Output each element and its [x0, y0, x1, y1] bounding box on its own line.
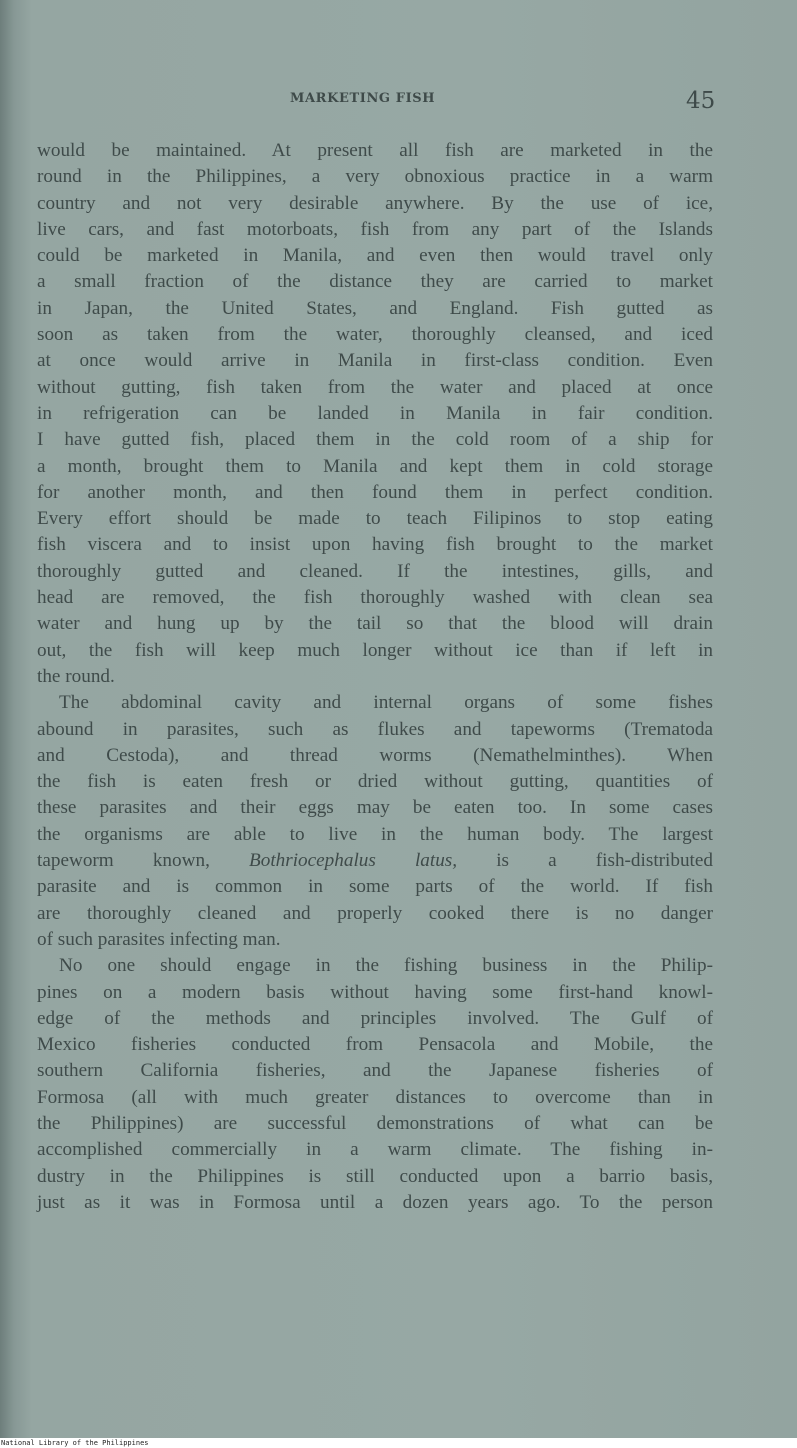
text-line: southern California fisheries, and the Japanese fisheries of [37, 1060, 713, 1082]
text-line-end: is a fish-distributed [457, 850, 713, 872]
text-line [37, 848, 713, 874]
text-line: of such parasites infecting man. [37, 928, 281, 950]
text-line: water and hung up by the tail so that the blood will drain [37, 613, 713, 635]
text-line: head are removed, the fish thoroughly washed with clean sea [37, 587, 713, 609]
text-line: the fish is eaten fresh or dried without gutting, quantities of [37, 771, 713, 793]
text-line: out, the fish will keep much longer without ice than if left in [37, 639, 713, 661]
text-line: I have gutted fish, placed them in the cold room of a ship for [37, 429, 713, 451]
text-line: could be marketed in Manila, and even then would travel only [37, 245, 713, 267]
text-line: a month, brought them to Manila and kept them in cold storage [37, 455, 713, 477]
text-line: accomplished commercially in a warm climate. The fishing in- [37, 1139, 713, 1161]
text-line: thoroughly gutted and cleaned. If the intestines, gills, and [37, 560, 713, 582]
text-line: without gutting, fish taken from the water and placed at once [37, 376, 713, 398]
text-line: just as it was in Formosa until a dozen years ago. To the person [37, 1191, 713, 1213]
running-head: MARKETING FISH [290, 91, 436, 106]
text-line: the organisms are able to live in the human body. The largest [37, 823, 713, 845]
text-line: at once would arrive in Manila in first-class condition. Even [37, 350, 713, 372]
body-text [37, 138, 713, 1216]
text-line: in Japan, the United States, and England. Fish gutted as [37, 297, 713, 319]
text-line: dustry in the Philippines is still conducted upon a barrio basis, [37, 1165, 713, 1187]
text-line: live cars, and fast motorboats, fish from any part of the Islands [37, 218, 713, 240]
text-line: a small fraction of the distance they are carried to market [37, 271, 713, 293]
library-credit: National Library of the Philippines [1, 1439, 149, 1447]
text-line: would be maintained. At present all fish are marketed in the [37, 140, 713, 161]
text-line: Every effort should be made to teach Filipinos to stop eating [37, 508, 713, 530]
text-line: fish viscera and to insist upon having fish brought to the market [37, 534, 713, 556]
text-line: soon as taken from the water, thoroughly cleansed, and iced [37, 324, 713, 346]
text-line: the round. [37, 665, 115, 687]
text-line: Mexico fisheries conducted from Pensacola and Mobile, the [37, 1034, 713, 1056]
text-line: Formosa (all with much greater distances to overcome than in [37, 1086, 713, 1108]
text-line: in refrigeration can be landed in Manila in fair condition. [37, 402, 713, 424]
text-line: country and not very desirable anywhere. By the use of ice, [37, 192, 713, 214]
text-line: and Cestoda), and thread worms (Nemathelminthes). When [37, 744, 713, 766]
page-number: 45 [686, 88, 716, 114]
text-line: these parasites and their eggs may be eaten too. In some cases [37, 797, 713, 819]
text-line: are thoroughly cleaned and properly cooked there is no danger [37, 902, 713, 924]
text-line: No one should engage in the fishing business in the Philip- [59, 955, 713, 977]
text-line: round in the Philippines, a very obnoxious practice in a warm [37, 166, 713, 188]
species-name: Bothriocephalus latus, [249, 850, 458, 872]
text-line: The abdominal cavity and internal organs of some fishes [59, 692, 713, 714]
text-line-start: tapeworm known, [37, 850, 249, 872]
text-line: for another month, and then found them in perfect condition. [37, 481, 713, 503]
text-line: parasite and is common in some parts of the world. If fish [37, 876, 713, 898]
text-line: pines on a modern basis without having some first-hand knowl- [37, 981, 713, 1003]
text-line: the Philippines) are successful demonstrations of what can be [37, 1112, 713, 1134]
text-line: abound in parasites, such as flukes and tapeworms (Trematoda [37, 718, 713, 740]
text-line: edge of the methods and principles involved. The Gulf of [37, 1007, 713, 1029]
